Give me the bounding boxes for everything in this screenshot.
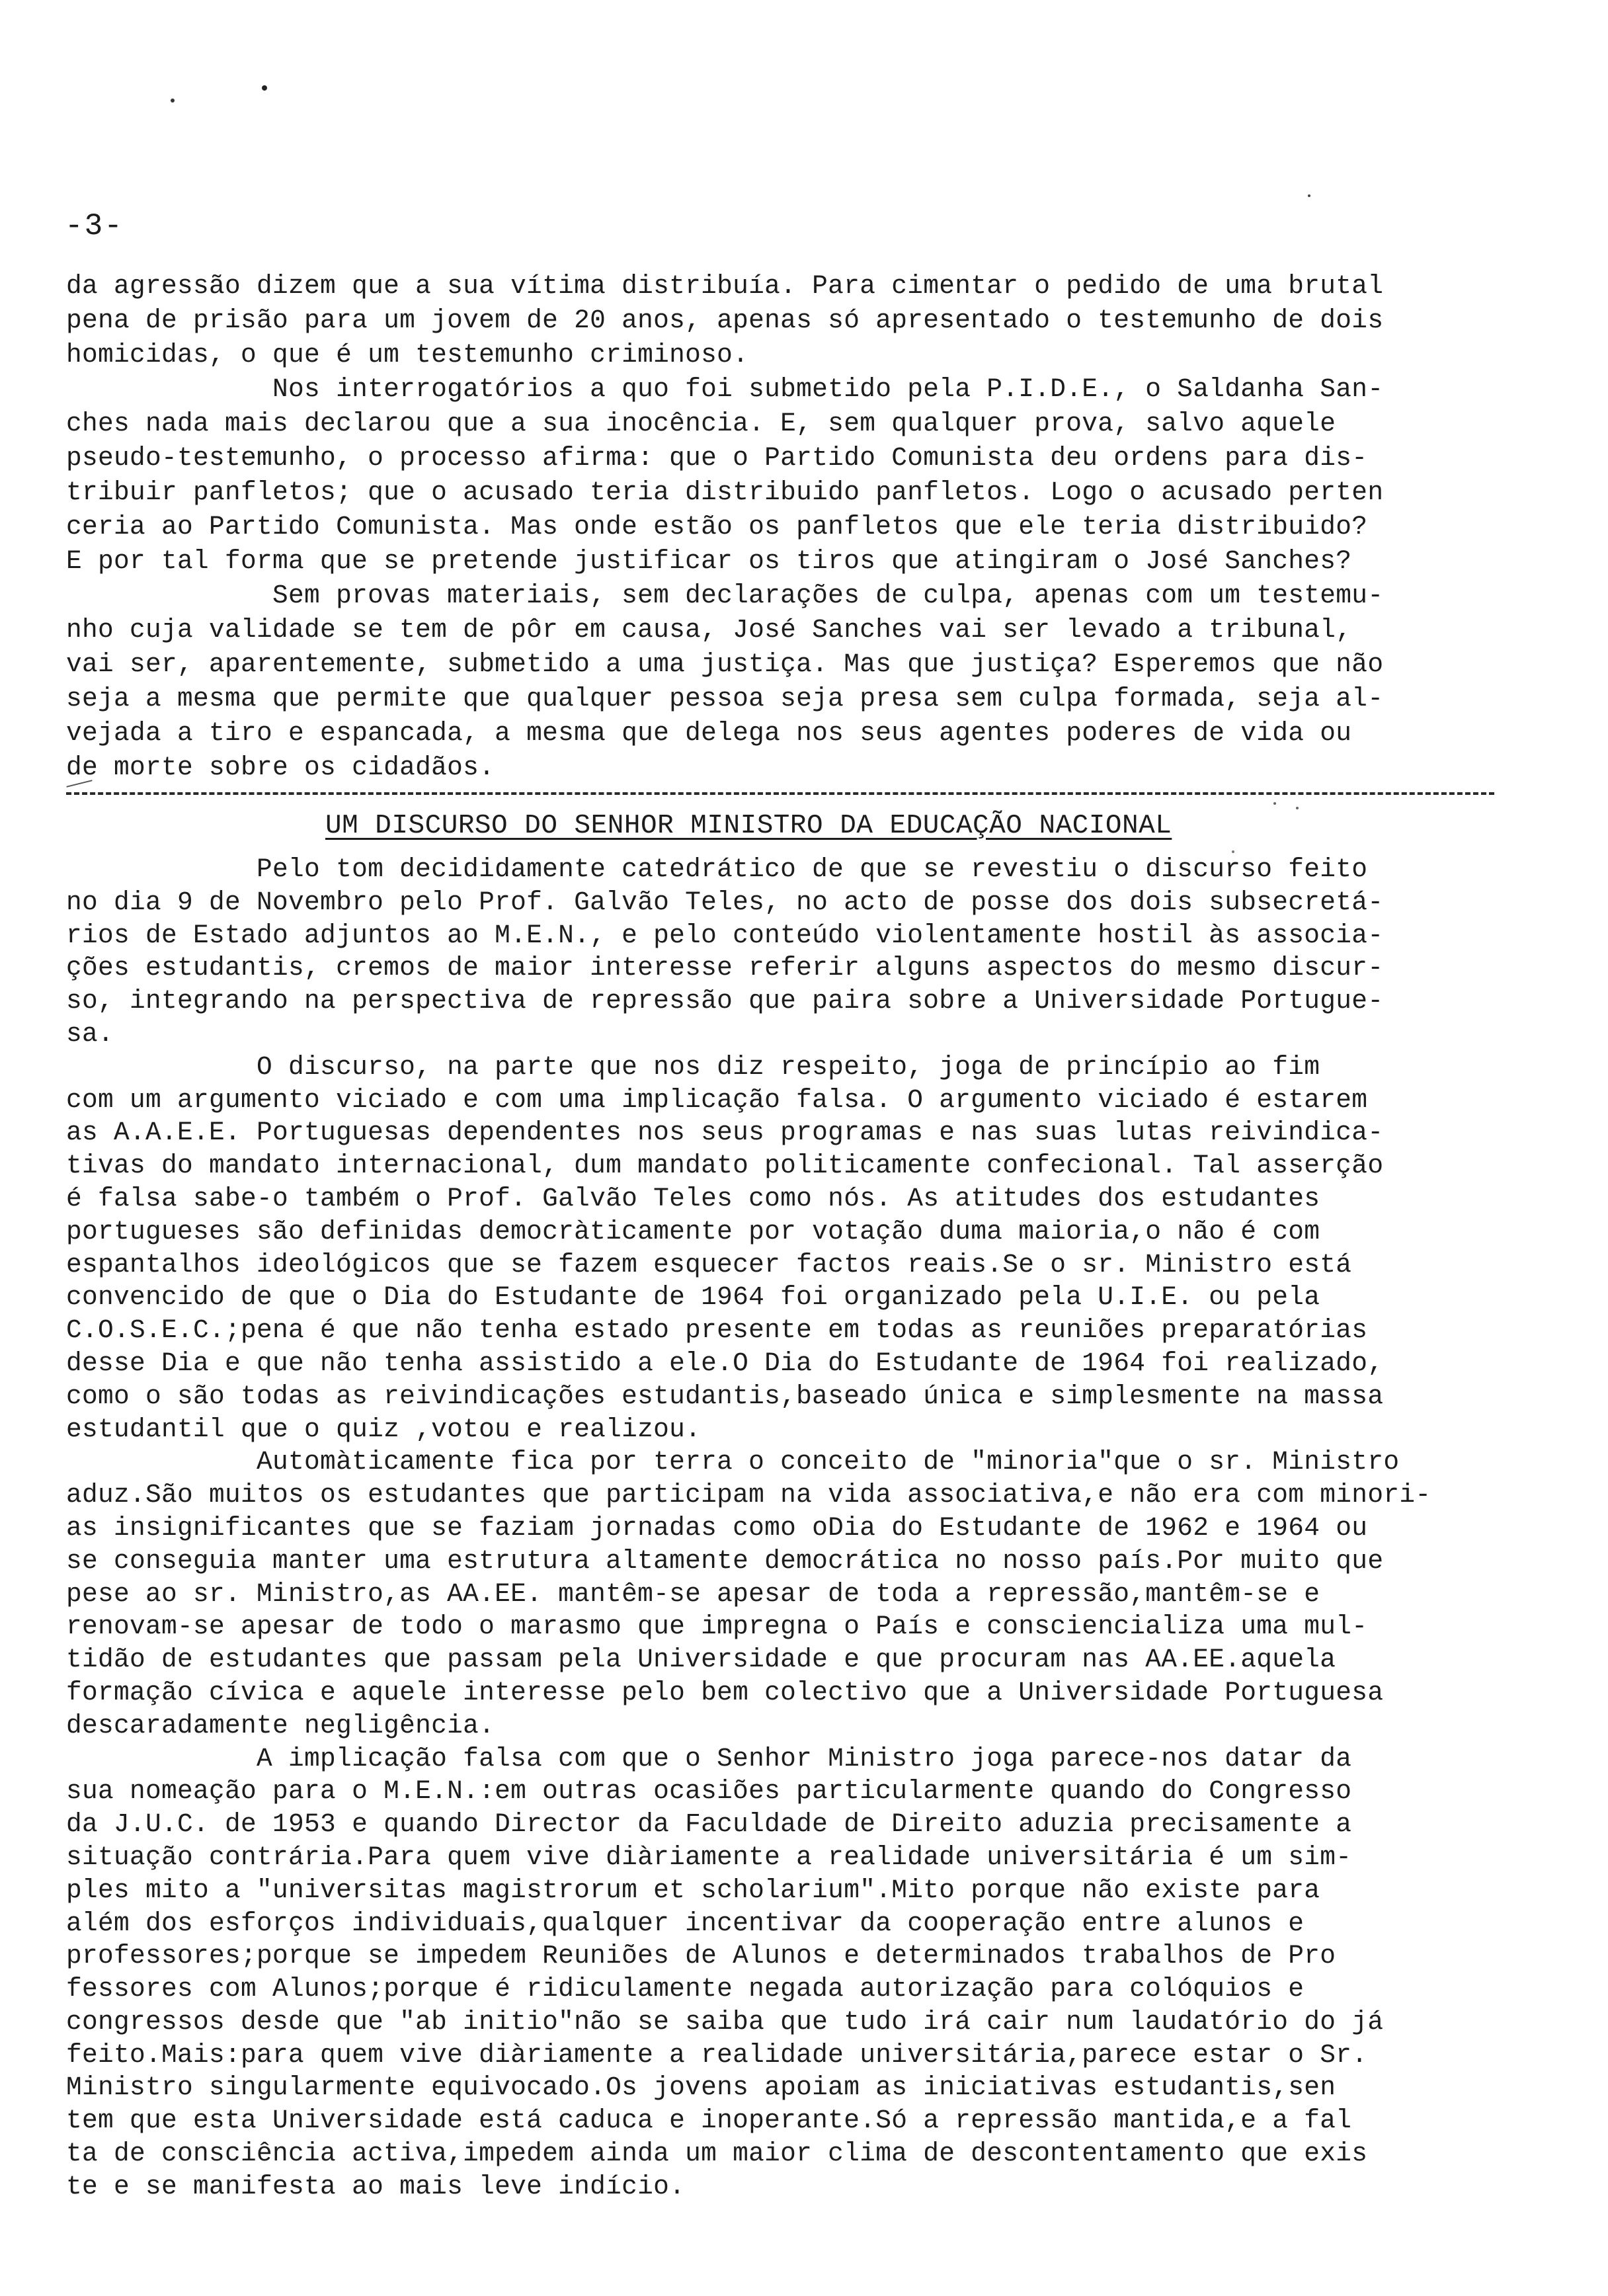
opening-paragraphs	[66, 269, 1567, 785]
text-line: Sem provas materiais, sem declarações de culpa, apenas com um testemu-	[66, 581, 1384, 610]
text-line: E por tal forma que se pretende justificar os tiros que atingiram o José Sanches?	[66, 546, 1352, 576]
text-line: sa.	[66, 1018, 114, 1049]
text-line: seja a mesma que permite que qualquer pessoa seja presa sem culpa formada, seja al-	[66, 684, 1384, 714]
speck	[171, 99, 175, 102]
text-line: da agressão dizem que a sua vítima distribuía. Para cimentar o pedido de uma brutal	[66, 271, 1384, 301]
text-line: descaradamente negligência.	[66, 1710, 495, 1741]
text-line: convencido de que o Dia do Estudante de 1964 foi organizado pela U.I.E. ou pela	[66, 1282, 1320, 1313]
text-line: rios de Estado adjuntos ao M.E.N., e pelo conteúdo violentamente hostil às associa-	[66, 920, 1384, 950]
text-line: sua nomeação para o M.E.N.:em outras ocasiões particularmente quando do Congresso	[66, 1776, 1352, 1807]
text-line: tivas do mandato internacional, dum mandato politicamente confecional. Tal asserção	[66, 1151, 1384, 1181]
text-line: formação cívica e aquele interesse pelo bem colectivo que a Universidade Portuguesa	[66, 1677, 1384, 1707]
text-line: te e se manifesta ao mais leve indício.	[66, 2171, 686, 2201]
section-body	[66, 853, 1567, 2203]
text-line: da J.U.C. de 1953 e quando Director da Faculdade de Direito aduzia precisamente a	[66, 1809, 1352, 1840]
text-line: feito.Mais:para quem vive diàriamente a realidade universitária,parece estar o Sr.	[66, 2039, 1368, 2070]
text-line: so, integrando na perspectiva de repressão que paira sobre a Universidade Portugue-	[66, 986, 1384, 1016]
text-line: Nos interrogatórios a quo foi submetido pela P.I.D.E., o Saldanha San-	[66, 374, 1384, 404]
text-line: ções estudantis, cremos de maior interesse referir alguns aspectos do mesmo discur-	[66, 953, 1384, 983]
text-line: Pelo tom decididamente catedrático de que se revestiu o discurso feito	[66, 854, 1368, 884]
text-line: ta de consciência activa,impedem ainda um maior clima de descontentamento que exis	[66, 2139, 1368, 2169]
text-line: as A.A.E.E. Portuguesas dependentes nos seus programas e nas suas lutas reivindica-	[66, 1118, 1384, 1148]
text-line: ceria ao Partido Comunista. Mas onde estão os panfletos que ele teria distribuido?	[66, 512, 1368, 542]
speck	[1308, 194, 1310, 197]
text-line: A implicação falsa com que o Senhor Ministro joga parece-nos datar da	[66, 1743, 1352, 1774]
text-line: professores;porque se impedem Reuniões de Alunos e determinados trabalhos de Pro	[66, 1941, 1336, 1971]
text-line: aduz.São muitos os estudantes que participam na vida associativa,e não era com minori-	[66, 1480, 1431, 1510]
page-number: -3-	[65, 209, 124, 243]
text-line: O discurso, na parte que nos diz respeito, joga de princípio ao fim	[66, 1051, 1320, 1082]
dashed-separator	[66, 792, 1494, 795]
text-line: nho cuja validade se tem de pôr em causa, José Sanches vai ser levado a tribunal,	[66, 615, 1352, 645]
text-line: espantalhos ideológicos que se fazem esquecer factos reais.Se o sr. Ministro está	[66, 1249, 1352, 1280]
text-line: tribuir panfletos; que o acusado teria distribuido panfletos. Logo o acusado perten	[66, 477, 1384, 507]
speck	[1273, 802, 1276, 805]
text-line: pena de prisão para um jovem de 20 anos, apenas só apresentado o testemunho de dois	[66, 306, 1384, 335]
text-line: se conseguia manter uma estrutura altamente democrática no nosso país.Por muito que	[66, 1545, 1384, 1576]
text-line: fessores com Alunos;porque é ridiculamente negada autorização para colóquios e	[66, 1974, 1305, 2004]
text-line: Automàticamente fica por terra o conceito de "minoria"que o sr. Ministro	[66, 1447, 1400, 1477]
text-line: é falsa sabe-o também o Prof. Galvão Teles como nós. As atitudes dos estudantes	[66, 1183, 1320, 1213]
text-line: vejada a tiro e espancada, a mesma que delega nos seus agentes poderes de vida ou	[66, 718, 1352, 748]
text-line: congressos desde que "ab initio"não se saiba que tudo irá cair num laudatório do já	[66, 2006, 1384, 2037]
text-line: vai ser, aparentemente, submetido a uma justiça. Mas que justiça? Esperemos que não	[66, 649, 1384, 679]
text-line: ples mito a "universitas magistrorum et scholarium".Mito porque não existe para	[66, 1875, 1320, 1905]
section-title: UM DISCURSO DO SENHOR MINISTRO DA EDUCAÇÃO NACIONAL	[325, 811, 1172, 841]
text-line: Ministro singularmente equivocado.Os jovens apoiam as iniciativas estudantis,sen	[66, 2072, 1336, 2103]
text-line: com um argumento viciado e com uma implicação falsa. O argumento viciado é estarem	[66, 1085, 1368, 1115]
text-line: C.O.S.E.C.;pena é que não tenha estado presente em todas as reuniões preparatórias	[66, 1315, 1368, 1346]
text-line: as insignificantes que se faziam jornadas como oDia do Estudante de 1962 e 1964 ou	[66, 1512, 1368, 1543]
text-line: situação contrária.Para quem vive diàriamente a realidade universitária é um sim-	[66, 1842, 1352, 1872]
text-line: homicidas, o que é um testemunho criminoso.	[66, 340, 749, 370]
text-line: portugueses são definidas democràticamente por votação duma maioria,o não é com	[66, 1216, 1320, 1247]
text-line: estudantil que o quiz ,votou e realizou.	[66, 1414, 702, 1444]
text-line: tem que esta Universidade está caduca e inoperante.Só a repressão mantida,e a fal	[66, 2106, 1352, 2136]
text-line: pseudo-testemunho, o processo afirma: que o Partido Comunista deu ordens para dis-	[66, 443, 1368, 473]
text-line: renovam-se apesar de todo o marasmo que impregna o País e consciencializa uma mul-	[66, 1612, 1368, 1642]
text-line: desse Dia e que não tenha assistido a ele.O Dia do Estudante de 1964 foi realizado,	[66, 1348, 1384, 1378]
text-line: no dia 9 de Novembro pelo Prof. Galvão Teles, no acto de posse dos dois subsecretá-	[66, 887, 1384, 917]
text-line: além dos esforços individuais,qualquer incentivar da cooperação entre alunos e	[66, 1908, 1305, 1938]
speck	[1296, 807, 1299, 809]
text-line: pese ao sr. Ministro,as AA.EE. mantêm-se apesar de toda a repressão,mantêm-se e	[66, 1578, 1320, 1609]
text-line: ches nada mais declarou que a sua inocência. E, sem qualquer prova, salvo aquele	[66, 409, 1336, 438]
text-line: tidão de estudantes que passam pela Universidade e que procuram nas AA.EE.aquela	[66, 1645, 1336, 1675]
speck	[262, 85, 267, 91]
text-line: de morte sobre os cidadãos.	[66, 753, 495, 782]
text-line: como o são todas as reivindicações estudantis,baseado única e simplesmente na massa	[66, 1381, 1384, 1411]
